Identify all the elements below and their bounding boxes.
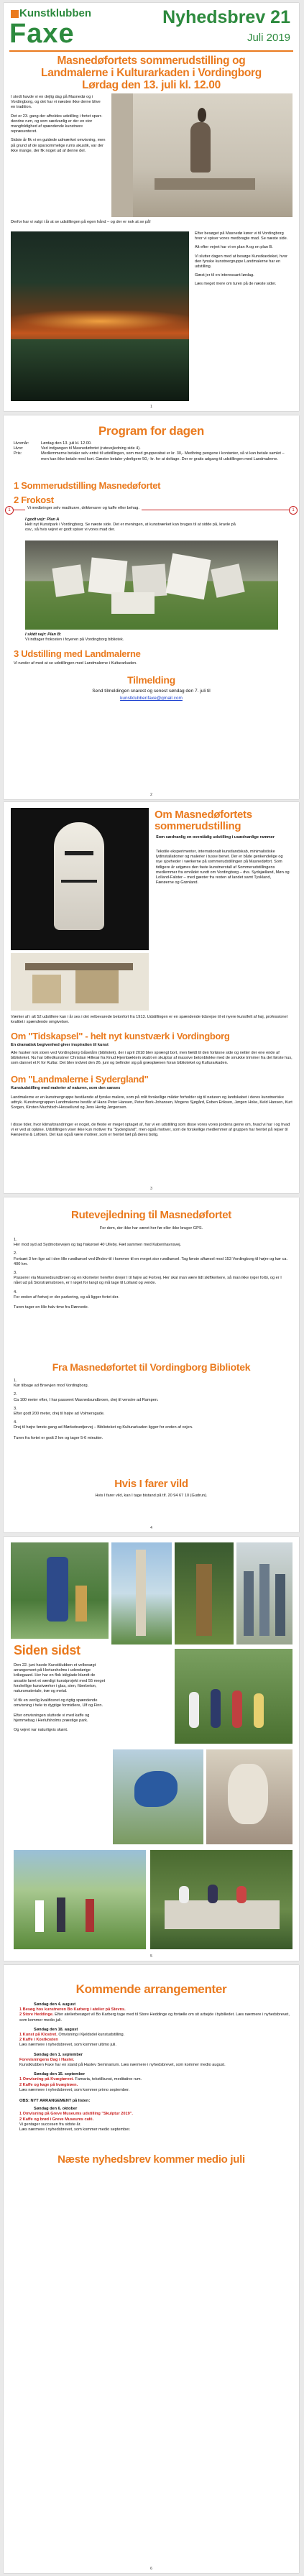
heading-3: Om "Landmalerne i Sydergland" — [11, 1074, 149, 1085]
recap-para-1: Den 22. juni havde Kunstklubben et velbesøgt arrangement på Hertursholms i udendørige krikegaard. Her har en flok idéglade blandt de ansatte lavet et værdigt kunstprojekt med 55 meget forskellige kunstværker i glas, sten, fiberbeton, natursmateriale, træ og metal. — [14, 1663, 106, 1694]
intro-para-3: Sidste år fik vi en guidede udmærket omvisning, men på grund af de sparsommelige rums akustik, var der ikke mange, der fik noget ud af denne del. — [11, 138, 106, 153]
headline — [9, 55, 293, 91]
marker-right: 1 — [289, 506, 298, 515]
label-price: Pris: — [14, 451, 22, 456]
page-number: 1 — [150, 405, 152, 409]
newsletter-date: Juli 2019 — [247, 32, 290, 44]
recap-para-2: Vi fik en venlig kvalificeret og rigtig spændende omvisning i hele to dygtige formidlere, Ulf og Finn. — [14, 1698, 103, 1708]
program-item-2: 2 Frokost — [14, 494, 54, 505]
route-step-1: Her mod syd ad Sydmotorvejen og tag frakørsel 40 Ulleby. Fæt sammen med Kabenhavnsvej. — [14, 1243, 182, 1248]
event-1-title2: 2 Store Heddinge. — [19, 2012, 55, 2018]
event-3-text: Kunstklubben Faxe har en stand på Haslev Seminarium. Læs nærmere i nyhedsbrevet, som kommer medio august. — [19, 2063, 226, 2068]
lost-text: Hvis I farer vild, kan I tage bistand på tlf. 20 94 67 10 (Gudrun). — [95, 1494, 208, 1498]
plan-b — [25, 632, 284, 643]
lost-title: Hvis I farer vild — [114, 1478, 188, 1490]
brand-main: Faxe — [9, 19, 75, 49]
event-5-line-a: 1 Omvisning på Greve Museums udstilling "Skulptur 2019". — [19, 2112, 133, 2117]
title-line-2: sommerudstilling — [155, 820, 241, 832]
event-5-date: Søndag den 6. oktober — [34, 2107, 78, 2112]
program-item-3: 3 Udstilling med Landmalerne — [14, 648, 141, 659]
item-2-text: Vi medbringer selv madkurve, drikkevarer og kaffe efter behag. — [25, 506, 142, 511]
page-number: 5 — [150, 1954, 152, 1959]
photo-tall-sculpture — [111, 1542, 172, 1644]
label-where: Hvor: — [14, 446, 24, 451]
step-num-1: 1. — [14, 1238, 17, 1242]
page-4 — [4, 1197, 299, 1532]
route-step-2: Fortsæt 3 km lige ud i den lille rundkørsel ved Ørslev-til i kommer til en meget stor rundkørsel. Tag første afkørsel mod 153 Vordingborg til højre og kør ca. 400 km. — [14, 1256, 288, 1266]
event-1-title: 1 Besøg hos kunstneren Bo Karberg i atelier på Stevns. — [19, 2007, 126, 2012]
header-rule — [9, 50, 293, 52]
route2-step-4: Drej til højre første gang ad Mørkebrødjervej – Biblioteket og Kulturarkaden ligger for enden af vejen. — [14, 1425, 193, 1430]
step-num-4: 4. — [14, 1289, 17, 1294]
page-1 — [4, 3, 299, 411]
side-column — [195, 231, 293, 288]
event-2-text: Læs nærmere i nyhedsbrevet, som kommer ultimo juli. — [19, 2043, 116, 2048]
intro-para-2: Det er 23. gang der afholdes udstilling i fortet sparr-dendne rum, og som sædvanlig er der en stor mangfoldighed af spændende kunstnere repræsenteret. — [11, 114, 103, 134]
program-item-1: 1 Sommerudstilling Masnedøfortet — [14, 480, 161, 491]
column-text: Tekstile eksperimenter, internationalt kunstlandskab, minimalistiske lydinstallationer og malerier i tusse benet. Der er både genkendelige og nye sjovheder i værkerne på sommerudstillingen på Masnedøfort. Som tidligere år udgøres den faste kunstnerstall af Sommerudstillingens medlemmer fra området rundt om Vordingborg – dvs. Sydsjælland, Møn og Lolland-Falster – med gæster fra resten af landet samt Tyskland, Færøerne og Grønland. — [156, 850, 290, 886]
para-2: Alle husker nok stoen ved Vordingborg Gåsetårn (bibliotek), der i april 2018 blev sprængt bort, men fældt til den forløsne side og netter der ene ende af biblioteket. Nu har billedkunstner Christian Hillesø fra Knud Hjernbæktein skabt en skulptur af massive betonblokke med de smukke trimmer fra det første hus, som dannet et K for Kultur. Det blev indviet den 26. juni og befinder sig på græsplænen foran biblioteket og Kulturarkaden. — [11, 1051, 293, 1066]
step-num-2: 2. — [14, 1251, 17, 1256]
footer-note: Næste nyhedsbrev kommer medio juli — [57, 2153, 245, 2166]
step2-num-2: 2. — [14, 1392, 17, 1397]
route-step-4: For enden af fortvej er der parkering, og så ligger fortet der. — [14, 1294, 119, 1300]
headline-line-3: Lørdag den 13. juli kl. 12.00 — [82, 79, 221, 91]
route-tail: Turen tager en lille halv time fra Rønnede. — [14, 1305, 89, 1310]
photo-wooden-figure — [175, 1542, 234, 1644]
page-5 — [4, 1537, 299, 1961]
label-when: Hvornår: — [14, 441, 29, 446]
side-para-4: Gæst jer til en interessant lørdag. — [195, 273, 254, 278]
page-title — [155, 809, 291, 832]
event-5-line-d: Læs nærmere i nyhedsbrevet, som kommer medio september. — [19, 2128, 131, 2133]
photo-people-lawn — [14, 1850, 146, 1949]
value-price: Medlemmerne betaler selv entré til udstillingen, som med grupperabat er kr. 30,- Medbring pengene i kontanter, så vi kan betale samlet – men kan ikke betale med kort. Gæster betaler yderligere 50,- kr. for at deltage. Der er gratis adgang til udstillingen med Landmalerne. — [41, 451, 285, 461]
brand-mark — [11, 10, 19, 18]
step2-num-1: 1. — [14, 1379, 17, 1383]
event-1-date: Søndag den 4. august — [34, 2002, 76, 2007]
page-3 — [4, 802, 299, 1193]
photo-sculpture-park — [11, 1542, 109, 1639]
page-6 — [4, 1965, 299, 2573]
events-list — [19, 2002, 290, 2133]
photo-sculpture-fort — [111, 93, 293, 217]
recap-para-3: Efter omvisningen sluttede vi med kaffe og hjemmebag i Herlufsholms præstige park. — [14, 1713, 90, 1723]
event-5-line-b: 2 Kaffe og brød i Greve Museums café. — [19, 2117, 94, 2122]
para-3a: Landmalerne er en kunstnergruppe bestående af fynske malere, som på rolit forskellige måder forholder sig til naturen og landskabet i deres kunstneriske udtryk. Kunstnergruppen Landmalerne består af Hans Peter Hansen, Peter Bork-Johansen, Mogens Sjøgård, Esben Eriksen, Jørgen Hoke, Keld Hansen, Kurt Sorgen, Kirsten Muchitsch-Hessellund og Jens Hertig Jørgensen. — [11, 1095, 293, 1110]
page-number: 3 — [150, 1187, 152, 1191]
photo-group-tour — [175, 1649, 293, 1744]
plan-b-title: I skidt vejr: Plan B: — [25, 632, 62, 637]
event-3-title: Forevisningens Dag i Hasler. — [19, 2057, 75, 2062]
para-3b: I disse tider, hvor klimaforandringer er noget, de fleste er meget optaget af, har vi en udstilling som disse vores vores jordens gerne om, hvad vi har i og hvad vi er ved at opløse. Udstillingen viser ikke kun motiver fra "Sydergland", men også motiver, som de forskellige medlemmer af gruppen har hentet på rejser til Færøerne & Lofoten. Det kan også være motiver, som er hentet tæt på deres bolig. — [11, 1123, 290, 1138]
signup-title: Tilmelding — [127, 674, 175, 686]
photo-painting-landscape — [11, 231, 189, 401]
page-title: Siden sidst — [14, 1643, 80, 1657]
marker-left: 1 — [5, 506, 14, 515]
photo-coffee-park — [150, 1850, 293, 1949]
page-2 — [4, 415, 299, 799]
event-4-text2: Læs nærmere i nyhedsbrevet, som kommer primo september. — [19, 2087, 130, 2092]
subheading-3: Kunstudstilling med malerier af naturen, som den sanses — [11, 1086, 121, 1090]
event-4-title: 1 Omvisning på Kvægtørvet. — [19, 2077, 75, 2082]
route-steps-2 — [14, 1379, 290, 1441]
value-when: Lørdag den 13. juli kl. 12.00. — [41, 441, 92, 446]
event-3 — [19, 2053, 290, 2069]
recap-column — [14, 1663, 109, 1733]
side-para-2: Alt efter vejret har vi en plan A og en plan B. — [195, 245, 273, 250]
heading-2: Om "Tidskapsel" - helt nyt kunstværk i Vordingborg — [11, 1031, 230, 1041]
item-3-text: Vi runder af med at se udstillingen med Landmalerne i Kulturarkaden. — [14, 661, 137, 666]
route-title-2: Fra Masnedøfortet til Vordingborg Bibliotek — [52, 1361, 251, 1373]
side-para-3: Vi slutter dagen med at besøge Kunstkardeket, hvor den fynske kunstnergruppe Landmalerne har en udstilling. — [195, 254, 287, 270]
subheading: Som sædvanlig en overdådig udstilling i usædvanlige rammer — [156, 835, 275, 840]
photo-blue-bird-sculpture — [113, 1749, 203, 1844]
event-1-text: Efter atelierbesøget vil Bo Karberg tage med til Store Heddinge og fortælle om sit arbejde i bybilledet. Læs nærmere i nyhedsbrevet, som kommer medio juli. — [19, 2012, 290, 2023]
event-4-date: Søndag den 15. september — [34, 2072, 86, 2077]
route2-step-1: Kør tilbage ad Broevjen mod Vordingborg. — [14, 1384, 89, 1389]
photo-pillars — [236, 1542, 293, 1644]
plan-b-text: Vi indtager frokosten i foyeren på Vordingborg bibliotek. — [25, 638, 124, 643]
event-2-date: Søndag den 18. august — [34, 2027, 78, 2032]
plan-a-title: I godt vejr: Plan A — [25, 518, 60, 522]
intro-column — [11, 95, 106, 154]
route2-step-2: Ca 100 meter efter, I har passeret Masnedsundbroen, drej til venstre ad Rampen. — [14, 1397, 159, 1402]
headline-line-1: Masnedøfortets sommerudstilling og — [57, 55, 246, 67]
photo-concrete-blocks — [25, 540, 278, 630]
signup-email-link[interactable]: kunstklubbenfaxe@gmail.com — [120, 696, 183, 701]
event-2-title2: Omvisning i Kjeldsdel kunstudstilling. — [58, 2033, 125, 2038]
signup-text: Send tilmeldingen snarest og senest søndag den 7. juli til — [92, 689, 211, 694]
side-para-5: Læs meget mere om turen på de næste sider. — [195, 282, 277, 287]
page-title: Rutevejledning til Masnedøfortet — [71, 1209, 231, 1221]
event-2 — [19, 2028, 290, 2048]
event-5-line-c: Vi gentager succesen fra sidste år. — [19, 2122, 81, 2127]
route2-step-3: Efter godt 200 meter, drej til højre ad Volmersgade. — [14, 1412, 105, 1417]
route-intro: For dem, der ikke har været her før eller ikke bruger GPS. — [99, 1226, 203, 1230]
event-2-title3: 2 Kaffe i Kostkosten — [19, 2038, 58, 2043]
step2-num-4: 4. — [14, 1420, 17, 1425]
route-step-3: Passerer via Masnedsundbroen og en kilometer herefter drejer I til højre ad Fortvej. Her skal man være lidt skiftkerkere, så man ikke ryger forbi, og er I nået ud på Storstrømsbroen, er I røget for langt og må tage til Lolland og vende. — [14, 1276, 282, 1286]
brand-top: Kunstklubben — [19, 7, 91, 19]
event-4-text: Famaria, tekstilkunst, meditative rum. — [75, 2077, 142, 2082]
photo-artwork-shelf — [11, 953, 149, 1011]
event-4-title2: 2 Kaffe og kage på kvægtrøen. — [19, 2082, 78, 2087]
intro-text: Værker af i alt 52 udstillere kan i år ses i det velbevarede betonfort fra 1913. Udstillingen er en spændende tidsrejse til et nyere kunstfelt af høj, professionel kvalitet i spændende omgivelser. — [11, 1015, 287, 1025]
step2-num-3: 3. — [14, 1406, 17, 1411]
headline-line-2: Landmalerne i Kulturarkaden i Vordingborg — [41, 67, 262, 79]
plan-a — [25, 518, 241, 533]
route2-tail: Turen fra fortet er godt 2 km og tager 5-6 minutter. — [14, 1435, 103, 1440]
plan-a-text: Helt nyt Kunstpark i Vordingborg. Se næste side. Det er meningen, at kunstværket kan bruges til at sidde på, kravle på osv., så hvis vejret er godt spiser vi vores mad der. — [25, 523, 236, 533]
page-number: 2 — [150, 793, 152, 797]
page-title: Kommende arrangementer — [75, 1982, 227, 1996]
step-num-3: 3. — [14, 1271, 17, 1276]
subheading-2: En dramatisk begivenhed giver inspiration til kunst — [11, 1043, 109, 1047]
value-where: Ved indgangen til Masnedøfortet (rutevejledning side 4). — [41, 446, 141, 451]
new-event-note: OBS: NYT ARRANGEMENT på listen: — [19, 2099, 91, 2104]
photo-artwork-figure — [11, 808, 149, 950]
newsletter-title: Nyhedsbrev 21 — [162, 7, 290, 27]
event-3-date: Søndag den 1. september — [34, 2052, 83, 2057]
event-2-title: 1 Kunst på Klostret. — [19, 2033, 59, 2038]
page-number: 6 — [150, 2567, 152, 2571]
title-line-1: Om Masnedøfortets — [155, 809, 252, 821]
brand-logo — [9, 7, 110, 49]
intro-para-4: Derfor har vi valgt i år at se udstillingen på egen hånd – og der er nok at se på! — [11, 220, 151, 224]
route-steps — [14, 1238, 290, 1310]
event-5 — [19, 2107, 290, 2133]
event-1 — [19, 2002, 290, 2023]
intro-para-1: I stedt havde vi en dejlig dag på Masnedø og i Vordingborg, og det har vi næsten ikke derne blive en tradition. — [11, 95, 101, 110]
photo-face-sculpture — [206, 1749, 293, 1844]
program-table — [14, 441, 290, 462]
page-number: 4 — [150, 1526, 152, 1530]
side-para-1: Efter besøget på Masnedø kører vi til Vordingborg hvor vi spiser vores medbragte mad. Se næste side. — [195, 231, 288, 242]
page-title: Program for dagen — [98, 424, 204, 438]
recap-para-4: Og vejret var naturligvis skønt. — [14, 1728, 68, 1733]
event-4 — [19, 2072, 290, 2093]
